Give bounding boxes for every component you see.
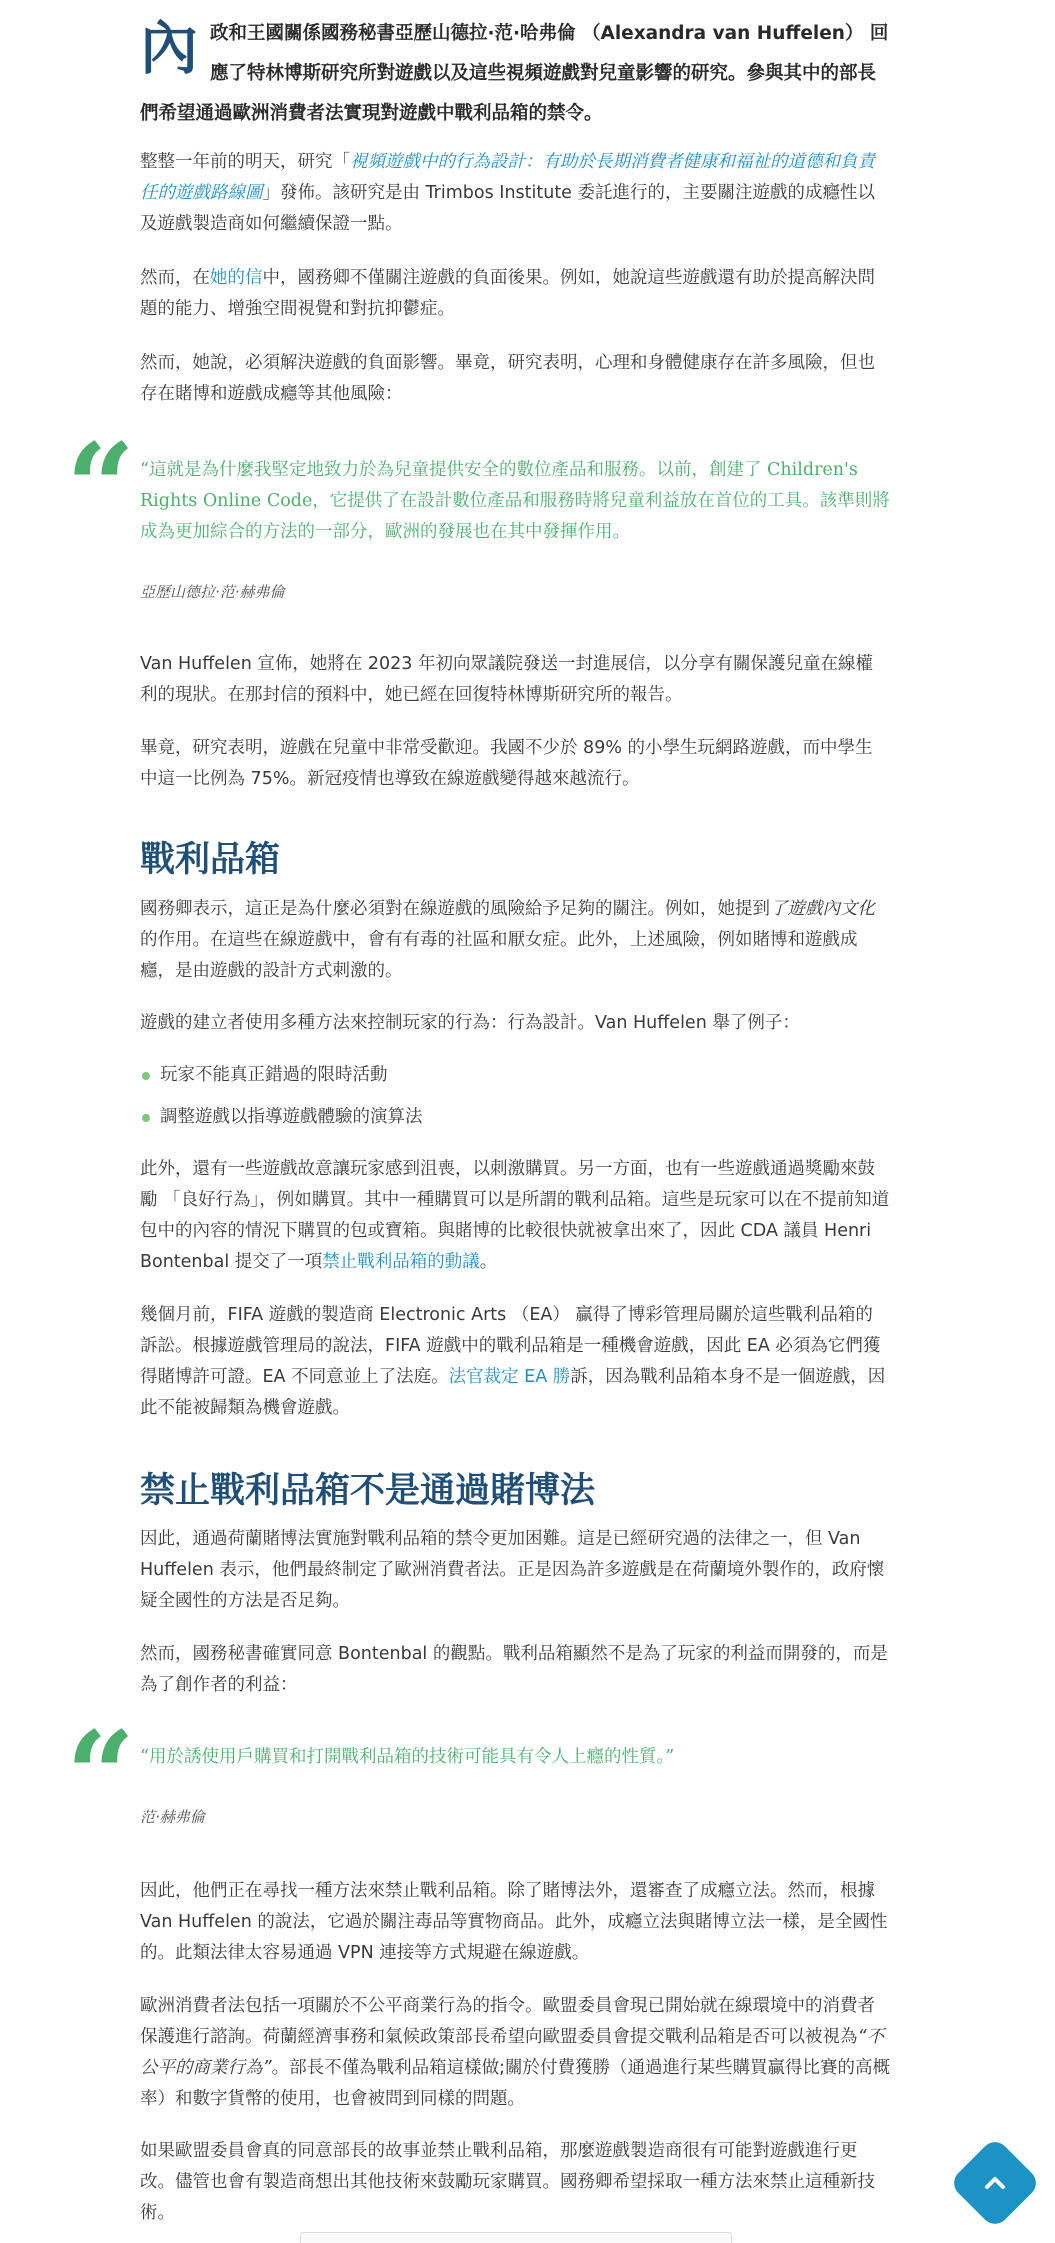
bullet-icon xyxy=(142,1072,150,1080)
paragraph-1: 整整一年前的明天，研究「視頻遊戲中的行為設計：有助於長期消費者健康和福祉的道德和負責任的遊戲路線圖」發佈。該研究是由 Trimbos Institute 委託進行的，主要關注遊戲的成癮性以及遊戲製造商如何繼續保證一點。 xyxy=(140,152,876,234)
quote-icon: “ xyxy=(66,1705,118,1846)
list-item: 玩家不能真正錯過的限時活動 xyxy=(140,1060,890,1091)
motion-link[interactable]: 禁止戰利品箱的動議 xyxy=(322,1252,480,1272)
bullet-list xyxy=(140,1060,890,1144)
quote-icon: “ xyxy=(66,417,118,558)
quote-author: 范·赫弗倫 xyxy=(140,1808,205,1826)
quote-text: “用於誘使用戶購買和打開戰利品箱的技術可能具有令人上癮的性質。” xyxy=(140,1747,675,1767)
list-item: 調整遊戲以指導遊戲體驗的演算法 xyxy=(140,1102,890,1133)
paragraph-3: 然而，她說，必須解決遊戲的負面影響。畢竟，研究表明，心理和身體健康存在許多風險，但也存在賭博和遊戲成癮等其他風險： xyxy=(140,353,875,404)
quote-author: 亞歷山德拉·范·赫弗倫 xyxy=(140,583,285,601)
scroll-to-top-button[interactable] xyxy=(948,2136,1041,2229)
lead-paragraph xyxy=(140,14,890,134)
court-ruling-link[interactable]: 法官裁定 EA 勝 xyxy=(448,1367,571,1387)
blockquote-2 xyxy=(140,1742,890,1773)
paragraph-5: 畢竟，研究表明，遊戲在兒童中非常受歡迎。我國不少於 89% 的小學生玩網路遊戲，而中學生中這一比例為 75%。新冠疫情也導致在線遊戲變得越來越流行。 xyxy=(140,738,873,789)
paragraph-7: 遊戲的建立者使用多種方法來控制玩家的行為：行為設計。Van Huffelen 舉了例子： xyxy=(140,1013,800,1033)
chevron-up-icon xyxy=(980,2168,1010,2198)
blockquote-1 xyxy=(140,455,890,548)
bullet-icon xyxy=(142,1114,150,1122)
paragraph-4: Van Huffelen 宣佈，她將在 2023 年初向眾議院發送一封進展信，以分享有關保護兒童在線權利的現狀。在那封信的預料中，她已經在回復特林博斯研究所的報告。 xyxy=(140,654,874,705)
section-heading-lootbox: 戰利品箱 xyxy=(140,840,281,880)
quote-text: “這就是為什麼我堅定地致力於為兒童提供安全的數位產品和服務。以前，創建了 Children's Rights Online Code，它提供了在設計數位產品和服務時將兒童利益放在首位的工具。該準則將成為更加綜合的方法的一部分，歐洲的發展也在其中發揮作用。 xyxy=(140,460,890,542)
dropcap: 內 xyxy=(140,14,199,82)
paragraph-12: 因此，他們正在尋找一種方法來禁止戰利品箱。除了賭博法外，還審查了成癮立法。然而，根據 Van Huffelen 的說法，它過於關注毒品等實物商品。此外，成癮立法與賭博立法一樣，是全國性的。此類法律太容易通過 VPN 連接等方式規避在線遊戲。 xyxy=(140,1881,888,1963)
paragraph-13: 歐洲消費者法包括一項關於不公平商業行為的指令。歐盟委員會現已開始就在線環境中的消費者保護進行諮詢。荷蘭經濟事務和氣候政策部長希望向歐盟委員會提交戰利品箱是否可以被視為“不公平的商業行為”。部長不僅為戰利品箱這樣做;關於付費獲勝（通過進行某些購買贏得比賽的高概率）和數字貨幣的使用，也會被問到同樣的問題。 xyxy=(140,1996,890,2109)
lead-text: 政和王國關係國務秘書亞歷山德拉·范·哈弗倫 （Alexandra van Huffelen） 回應了特林博斯研究所對遊戲以及這些視頻遊戲對兒童影響的研究。參與其中的部長們希望通過歐洲消費者法實現對遊戲中戰利品箱的禁令。 xyxy=(140,23,889,124)
letter-link[interactable]: 她的信 xyxy=(210,268,263,288)
paragraph-10: 因此，通過荷蘭賭博法實施對戰利品箱的禁令更加困難。這是已經研究過的法律之一，但 Van Huffelen 表示，他們最終制定了歐洲消費者法。正是因為許多遊戲是在荷蘭境外製作的，政府懷疑全國性的方法是否足夠。 xyxy=(140,1529,885,1611)
paragraph-11: 然而，國務秘書確實同意 Bontenbal 的觀點。戰利品箱顯然不是為了玩家的利益而開發的，而是為了創作者的利益： xyxy=(140,1644,888,1695)
paragraph-2: 然而，在她的信中，國務卿不僅關注遊戲的負面後果。例如，她說這些遊戲還有助於提高解決問題的能力、增強空間視覺和對抗抑鬱症。 xyxy=(140,268,875,319)
study-link[interactable]: 視頻遊戲中的行為設計：有助於長期消費者健康和福祉的道德和負責任的遊戲路線圖 xyxy=(140,152,875,203)
paragraph-14: 如果歐盟委員會真的同意部長的故事並禁止戰利品箱，那麼遊戲製造商很有可能對遊戲進行更改。儘管也會有製造商想出其他技術來鼓勵玩家購買。國務卿希望採取一種方法來禁止這種新技術。 xyxy=(140,2141,875,2223)
paragraph-8: 此外，還有一些遊戲故意讓玩家感到沮喪，以刺激購買。另一方面，也有一些遊戲通過獎勵來鼓勵 「良好行為」，例如購買。其中一種購買可以是所謂的戰利品箱。這些是玩家可以在不提前知道包中的內容的情況下購買的包或寶箱。與賭博的比較很快就被拿出來了，因此 CDA 議員 Henri Bontenbal 提交了一項禁止戰利品箱的動議。 xyxy=(140,1159,890,1272)
paragraph-9: 幾個月前，FIFA 遊戲的製造商 Electronic Arts （EA） 贏得了博彩管理局關於這些戰利品箱的訴訟。根據遊戲管理局的說法，FIFA 遊戲中的戰利品箱是一種機會遊戲，因此 EA 必須為它們獲得賭博許可證。EA 不同意並上了法庭。法官裁定 EA 勝訴，因為戰利品箱本身不是一個遊戲，因此不能被歸類為機會遊戲。 xyxy=(140,1305,886,1418)
section-heading-ban: 禁止戰利品箱不是通過賭博法 xyxy=(140,1471,596,1511)
next-section-edge xyxy=(300,2232,732,2243)
paragraph-6: 國務卿表示，這正是為什麼必須對在線遊戲的風險給予足夠的關注。例如，她提到了遊戲內文化的作用。在這些在線遊戲中，會有有毒的社區和厭女症。此外，上述風險，例如賭博和遊戲成癮，是由遊戲的設計方式刺激的。 xyxy=(140,899,875,981)
